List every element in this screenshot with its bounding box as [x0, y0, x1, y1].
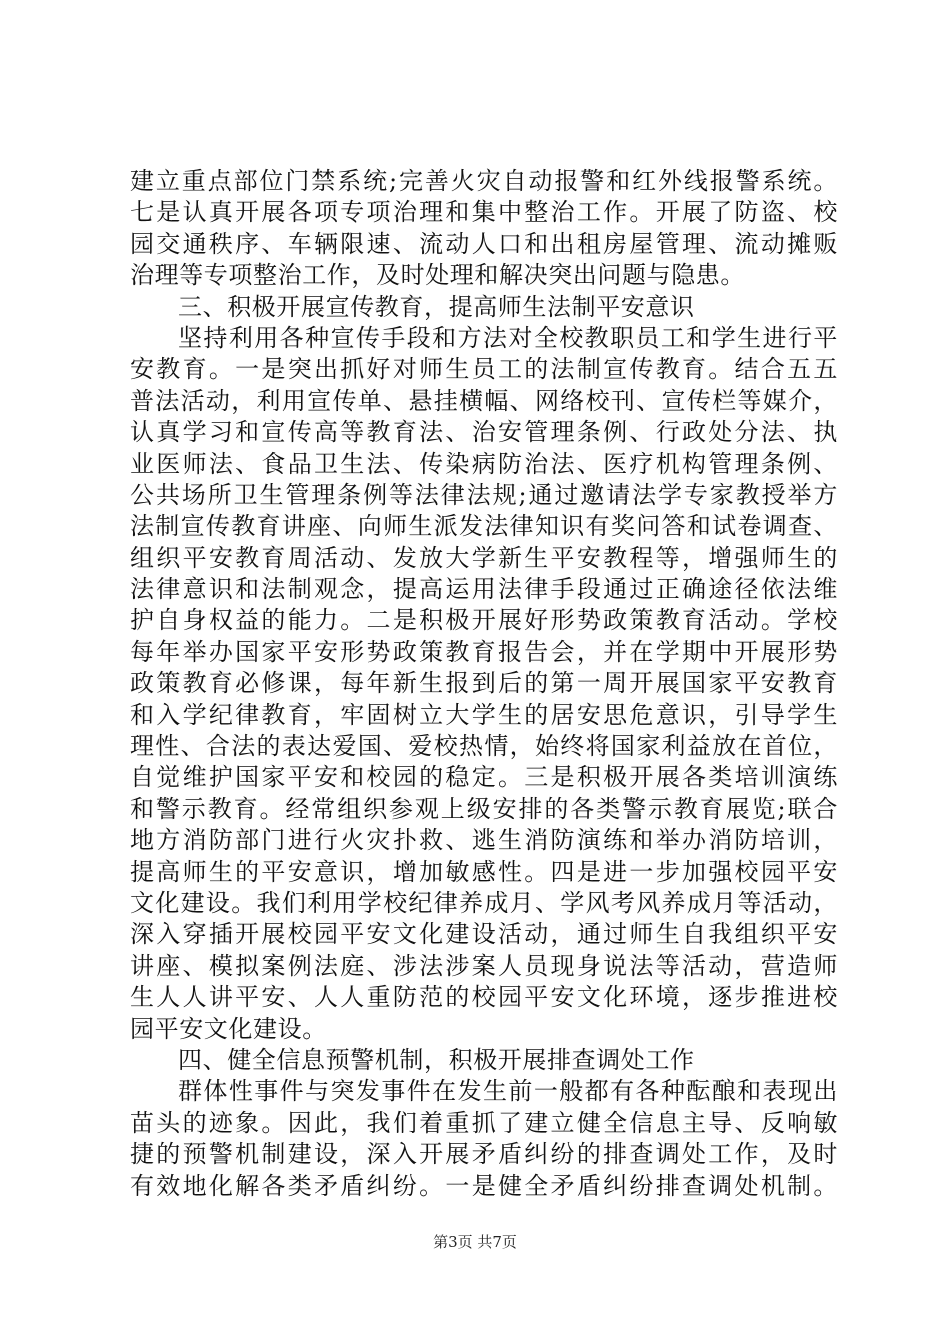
text-line: 组织平安教育周活动、发放大学新生平安教程等，增强师生的 — [130, 543, 838, 572]
text-line: 安教育。一是突出抓好对师生员工的法制宣传教育。结合五五 — [130, 355, 838, 384]
text-line: 公共场所卫生管理条例等法律法规;通过邀请法学专家教授举方 — [130, 480, 838, 509]
text-line: 业医师法、食品卫生法、传染病防治法、医疗机构管理条例、 — [130, 449, 838, 478]
text-line: 自觉维护国家平安和校园的稳定。三是积极开展各类培训演练 — [130, 763, 838, 792]
section-heading: 四、健全信息预警机制，积极开展排查调处工作 — [178, 1045, 695, 1074]
text-line: 园平安文化建设。 — [130, 1014, 327, 1043]
text-line: 政策教育必修课，每年新生报到后的第一周开展国家平安教育 — [130, 669, 838, 698]
text-line: 认真学习和宣传高等教育法、治安管理条例、行政处分法、执 — [130, 418, 838, 447]
text-line: 普法活动，利用宣传单、悬挂横幅、网络校刊、宣传栏等媒介， — [130, 386, 838, 415]
text-line: 生人人讲平安、人人重防范的校园平安文化环境，逐步推进校 — [130, 983, 838, 1012]
text-line: 坚持利用各种宣传手段和方法对全校教职员工和学生进行平 — [178, 323, 838, 352]
text-line: 建立重点部位门禁系统;完善火灾自动报警和红外线报警系统。 — [130, 167, 838, 195]
text-line: 捷的预警机制建设，深入开展矛盾纠纷的排查调处工作，及时 — [130, 1140, 838, 1169]
page-footer: 第3页 共7页 — [433, 1233, 517, 1251]
text-line: 地方消防部门进行火灾扑救、逃生消防演练和举办消防培训， — [130, 826, 838, 855]
text-line: 法制宣传教育讲座、向师生派发法律知识有奖问答和试卷调查、 — [130, 512, 838, 541]
text-line: 讲座、模拟案例法庭、涉法涉案人员现身说法等活动，营造师 — [130, 951, 838, 980]
text-line: 苗头的迹象。因此，我们着重抓了建立健全信息主导、反响敏 — [130, 1108, 838, 1137]
text-line: 和入学纪律教育，牢固树立大学生的居安思危意识，引导学生 — [130, 700, 838, 729]
text-line: 提高师生的平安意识，增加敏感性。四是进一步加强校园平安 — [130, 857, 838, 886]
text-line: 每年举办国家平安形势政策教育报告会，并在学期中开展形势 — [130, 637, 838, 666]
text-line: 园交通秩序、车辆限速、流动人口和出租房屋管理、流动摊贩 — [130, 229, 838, 258]
text-line: 有效地化解各类矛盾纠纷。一是健全矛盾纠纷排查调处机制。 — [130, 1171, 838, 1200]
text-line: 治理等专项整治工作，及时处理和解决突出问题与隐患。 — [130, 261, 745, 290]
text-line: 理性、合法的表达爱国、爱校热情，始终将国家利益放在首位， — [130, 732, 838, 761]
text-line: 法律意识和法制观念，提高运用法律手段通过正确途径依法维 — [130, 575, 838, 604]
section-heading: 三、积极开展宣传教育，提高师生法制平安意识 — [178, 292, 695, 321]
text-line: 七是认真开展各项专项治理和集中整治工作。开展了防盗、校 — [130, 198, 838, 227]
text-line: 文化建设。我们利用学校纪律养成月、学风考风养成月等活动， — [130, 888, 838, 917]
text-line: 和警示教育。经常组织参观上级安排的各类警示教育展览;联合 — [130, 794, 838, 823]
text-line: 深入穿插开展校园平安文化建设活动，通过师生自我组织平安 — [130, 920, 838, 949]
body-text — [130, 166, 838, 1202]
text-line: 护自身权益的能力。二是积极开展好形势政策教育活动。学校 — [130, 606, 838, 635]
text-line: 群体性事件与突发事件在发生前一般都有各种酝酿和表现出 — [178, 1077, 838, 1106]
